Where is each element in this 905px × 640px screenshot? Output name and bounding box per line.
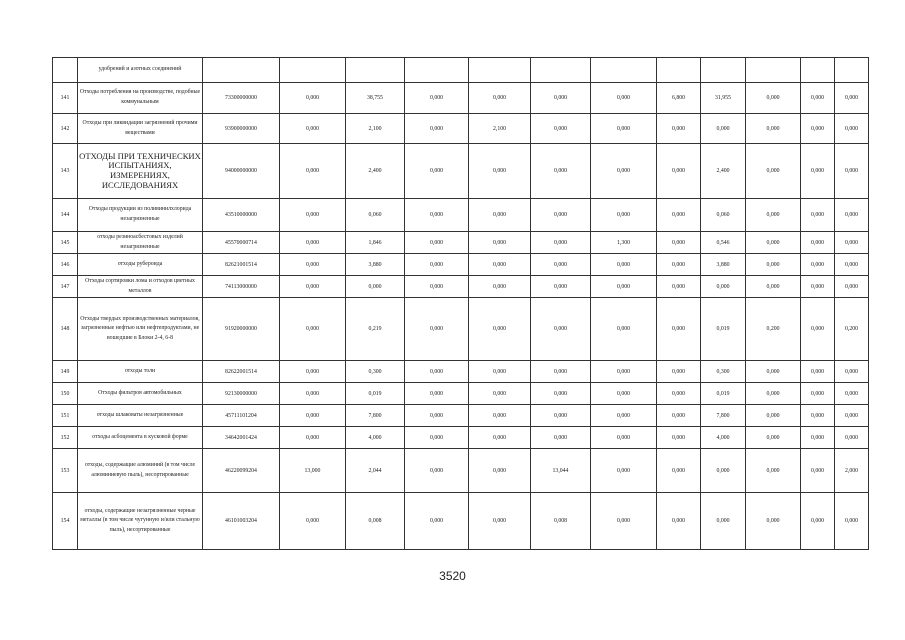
value-cell: 0,000 <box>657 144 701 199</box>
value-cell: 2,100 <box>346 114 405 144</box>
value-cell: 0,000 <box>746 83 801 114</box>
table-row <box>53 276 869 298</box>
value-cell: 0,000 <box>405 254 469 276</box>
value-cell: 0,000 <box>531 427 591 449</box>
value-cell: 31,955 <box>701 83 746 114</box>
value-cell: 0,000 <box>801 427 835 449</box>
value-cell: 0,000 <box>801 114 835 144</box>
value-cell: 2,000 <box>835 449 869 493</box>
value-cell: 0,000 <box>746 493 801 550</box>
value-cell: 0,000 <box>280 276 346 298</box>
value-cell: 13,044 <box>531 449 591 493</box>
value-cell: 0,000 <box>835 144 869 199</box>
value-cell: 0,546 <box>701 232 746 254</box>
value-cell: 0,008 <box>346 493 405 550</box>
value-cell: 0,000 <box>405 298 469 361</box>
value-cell: 0,000 <box>280 405 346 427</box>
value-cell: 0,000 <box>657 449 701 493</box>
value-cell: 0,000 <box>531 232 591 254</box>
value-cell: 0,019 <box>346 383 405 405</box>
value-cell: 0,000 <box>835 83 869 114</box>
row-number-cell: 143 <box>53 144 78 199</box>
value-cell: 0,000 <box>657 427 701 449</box>
waste-table <box>52 57 869 550</box>
value-cell: 0,000 <box>531 276 591 298</box>
value-cell: 0,000 <box>591 114 657 144</box>
value-cell: 0,000 <box>801 405 835 427</box>
value-cell: 0,000 <box>835 383 869 405</box>
row-number-cell: 153 <box>53 449 78 493</box>
value-cell: 0,000 <box>801 383 835 405</box>
value-cell: 0,000 <box>405 493 469 550</box>
value-cell: 0,000 <box>801 144 835 199</box>
value-cell: 0,000 <box>591 427 657 449</box>
row-number-cell <box>53 58 78 83</box>
value-cell: 0,000 <box>280 114 346 144</box>
row-number-cell: 149 <box>53 361 78 383</box>
value-cell: 0,000 <box>801 361 835 383</box>
value-cell: 0,000 <box>469 405 531 427</box>
table-row <box>53 254 869 276</box>
table-body <box>53 58 869 550</box>
waste-code-cell: 94000000000 <box>203 144 280 199</box>
value-cell: 0,000 <box>469 254 531 276</box>
value-cell: 0,000 <box>746 405 801 427</box>
value-cell: 4,000 <box>346 427 405 449</box>
waste-name-cell: отходы толи <box>78 361 203 383</box>
value-cell: 0,000 <box>835 361 869 383</box>
value-cell: 2,400 <box>346 144 405 199</box>
value-cell: 0,008 <box>531 493 591 550</box>
value-cell: 0,000 <box>746 232 801 254</box>
waste-code-cell: 74113000000 <box>203 276 280 298</box>
table-row <box>53 114 869 144</box>
value-cell: 0,000 <box>531 144 591 199</box>
waste-code-cell: 46101003204 <box>203 493 280 550</box>
value-cell: 0,000 <box>280 493 346 550</box>
value-cell: 7,800 <box>701 405 746 427</box>
waste-name-cell: Отходы твердых производственных материалов, загрязненные нефтью или нефтепродуктами, не вошедшие в Блоки 2-4, 6-8 <box>78 298 203 361</box>
table-row <box>53 199 869 232</box>
value-cell: 0,000 <box>657 493 701 550</box>
value-cell: 0,000 <box>591 361 657 383</box>
value-cell: 0,000 <box>346 276 405 298</box>
value-cell: 0,000 <box>701 449 746 493</box>
value-cell: 0,000 <box>591 199 657 232</box>
table-row <box>53 449 869 493</box>
value-cell: 0,000 <box>701 276 746 298</box>
value-cell: 0,000 <box>405 83 469 114</box>
waste-code-cell: 92130000000 <box>203 383 280 405</box>
waste-name-cell: Отходы при ликвидации загрязнений прочими веществами <box>78 114 203 144</box>
waste-code-cell: 45570000714 <box>203 232 280 254</box>
value-cell: 0,000 <box>746 276 801 298</box>
table-row <box>53 383 869 405</box>
value-cell: 0,000 <box>469 298 531 361</box>
value-cell: 0,000 <box>405 144 469 199</box>
table-row <box>53 427 869 449</box>
value-cell: 0,000 <box>280 361 346 383</box>
table-row <box>53 232 869 254</box>
value-cell: 0,000 <box>657 276 701 298</box>
row-number-cell: 154 <box>53 493 78 550</box>
value-cell: 0,000 <box>801 276 835 298</box>
value-cell: 0,000 <box>531 361 591 383</box>
waste-name-cell: отходы резиноасбестовых изделий незагрязненные <box>78 232 203 254</box>
value-cell: 0,000 <box>591 449 657 493</box>
value-cell: 6,800 <box>657 83 701 114</box>
value-cell: 0,000 <box>657 383 701 405</box>
value-cell: 0,200 <box>746 298 801 361</box>
row-number-cell: 146 <box>53 254 78 276</box>
row-number-cell: 144 <box>53 199 78 232</box>
waste-name-cell: отходы, содержащие незагрязненные черные металлы (в том числе чугунную и/или стальную пыль), несортированные <box>78 493 203 550</box>
value-cell: 0,300 <box>346 361 405 383</box>
value-cell: 0,000 <box>469 427 531 449</box>
value-cell: 0,000 <box>746 114 801 144</box>
value-cell: 13,000 <box>280 449 346 493</box>
value-cell: 0,000 <box>835 199 869 232</box>
waste-name-cell: отходы асбоцемента в кусковой форме <box>78 427 203 449</box>
value-cell: 0,000 <box>469 232 531 254</box>
value-cell: 0,000 <box>657 199 701 232</box>
value-cell: 0,000 <box>405 383 469 405</box>
value-cell: 0,019 <box>701 298 746 361</box>
waste-code-cell: 34642001424 <box>203 427 280 449</box>
value-cell: 0,000 <box>469 361 531 383</box>
table-row <box>53 493 869 550</box>
page-number: 3520 <box>439 569 466 583</box>
value-cell: 0,000 <box>801 449 835 493</box>
value-cell: 0,000 <box>591 276 657 298</box>
value-cell: 0,000 <box>531 114 591 144</box>
value-cell: 0,000 <box>280 427 346 449</box>
value-cell: 7,800 <box>346 405 405 427</box>
waste-name-cell: удобрений и азотных соединений <box>78 58 203 83</box>
waste-code-cell: 93900000000 <box>203 114 280 144</box>
value-cell: 0,000 <box>835 427 869 449</box>
value-cell: 1,846 <box>346 232 405 254</box>
value-cell: 0,000 <box>746 427 801 449</box>
value-cell: 0,000 <box>591 298 657 361</box>
waste-code-cell: 73300000000 <box>203 83 280 114</box>
row-number-cell: 151 <box>53 405 78 427</box>
value-cell: 0,000 <box>657 232 701 254</box>
value-cell: 0,000 <box>405 199 469 232</box>
table-row <box>53 298 869 361</box>
value-cell: 0,000 <box>591 83 657 114</box>
value-cell: 0,000 <box>469 383 531 405</box>
value-cell: 0,000 <box>801 254 835 276</box>
value-cell: 0,000 <box>701 493 746 550</box>
value-cell: 0,300 <box>701 361 746 383</box>
value-cell: 0,060 <box>346 199 405 232</box>
value-cell: 0,000 <box>657 405 701 427</box>
value-cell: 0,000 <box>469 144 531 199</box>
waste-code-cell: 82621001514 <box>203 254 280 276</box>
value-cell: 0,060 <box>701 199 746 232</box>
row-number-cell: 152 <box>53 427 78 449</box>
value-cell: 0,000 <box>405 427 469 449</box>
value-cell: 0,000 <box>405 405 469 427</box>
value-cell: 0,000 <box>531 383 591 405</box>
row-number-cell: 150 <box>53 383 78 405</box>
table-row <box>53 83 869 114</box>
row-number-cell: 147 <box>53 276 78 298</box>
value-cell: 0,000 <box>280 383 346 405</box>
row-number-cell: 141 <box>53 83 78 114</box>
value-cell: 0,000 <box>469 199 531 232</box>
waste-name-cell: Отходы фильтров автомобильных <box>78 383 203 405</box>
value-cell: 0,000 <box>801 83 835 114</box>
value-cell: 0,000 <box>531 298 591 361</box>
value-cell: 0,000 <box>531 254 591 276</box>
waste-name-cell: отходы рубероида <box>78 254 203 276</box>
waste-name-cell: Отходы сортировки лома и отходов цветных металлов <box>78 276 203 298</box>
value-cell: 0,000 <box>801 232 835 254</box>
value-cell: 0,000 <box>835 114 869 144</box>
value-cell: 0,000 <box>405 361 469 383</box>
table-row-fragment <box>53 58 869 83</box>
value-cell: 0,000 <box>591 144 657 199</box>
value-cell: 0,000 <box>801 199 835 232</box>
value-cell: 2,100 <box>469 114 531 144</box>
value-cell: 0,219 <box>346 298 405 361</box>
waste-code-cell: 91920000000 <box>203 298 280 361</box>
waste-code-cell: 46220099204 <box>203 449 280 493</box>
value-cell: 0,000 <box>801 298 835 361</box>
value-cell: 0,000 <box>405 114 469 144</box>
value-cell: 0,000 <box>280 199 346 232</box>
value-cell: 38,755 <box>346 83 405 114</box>
waste-name-cell: Отходы потребления на производстве, подобные коммунальным <box>78 83 203 114</box>
value-cell: 0,000 <box>701 114 746 144</box>
value-cell: 0,000 <box>469 449 531 493</box>
value-cell: 0,000 <box>280 144 346 199</box>
value-cell: 0,000 <box>405 276 469 298</box>
table-row <box>53 405 869 427</box>
value-cell: 0,000 <box>746 383 801 405</box>
value-cell: 4,000 <box>701 427 746 449</box>
value-cell: 0,000 <box>280 254 346 276</box>
value-cell: 0,000 <box>531 83 591 114</box>
value-cell: 0,000 <box>835 493 869 550</box>
value-cell: 0,000 <box>405 232 469 254</box>
table-row <box>53 361 869 383</box>
value-cell: 0,000 <box>746 254 801 276</box>
value-cell: 2,400 <box>701 144 746 199</box>
value-cell: 0,000 <box>405 449 469 493</box>
value-cell: 0,000 <box>746 144 801 199</box>
value-cell: 0,000 <box>835 276 869 298</box>
value-cell: 0,000 <box>746 449 801 493</box>
value-cell: 1,300 <box>591 232 657 254</box>
value-cell: 0,019 <box>701 383 746 405</box>
value-cell: 0,000 <box>280 298 346 361</box>
waste-name-cell: отходы шлаковаты незагрязненные <box>78 405 203 427</box>
value-cell: 0,000 <box>801 493 835 550</box>
row-number-cell: 142 <box>53 114 78 144</box>
value-cell: 2,044 <box>346 449 405 493</box>
value-cell: 0,000 <box>280 83 346 114</box>
value-cell: 0,000 <box>657 254 701 276</box>
value-cell: 0,000 <box>280 232 346 254</box>
row-number-cell: 148 <box>53 298 78 361</box>
value-cell: 0,000 <box>469 276 531 298</box>
value-cell: 0,200 <box>835 298 869 361</box>
value-cell: 3,880 <box>346 254 405 276</box>
value-cell: 0,000 <box>835 405 869 427</box>
value-cell: 0,000 <box>657 114 701 144</box>
waste-name-cell: Отходы продукции из поливинилхлорида незагрязненные <box>78 199 203 232</box>
waste-code-cell: 45711101204 <box>203 405 280 427</box>
value-cell: 0,000 <box>746 361 801 383</box>
value-cell: 0,000 <box>591 383 657 405</box>
waste-code-cell: 43510000000 <box>203 199 280 232</box>
value-cell: 0,000 <box>591 254 657 276</box>
row-number-cell: 145 <box>53 232 78 254</box>
value-cell: 0,000 <box>531 405 591 427</box>
value-cell: 0,000 <box>469 493 531 550</box>
value-cell: 0,000 <box>469 83 531 114</box>
waste-code-cell: 82622001514 <box>203 361 280 383</box>
table-row <box>53 144 869 199</box>
value-cell: 0,000 <box>657 298 701 361</box>
value-cell: 3,880 <box>701 254 746 276</box>
value-cell: 0,000 <box>591 493 657 550</box>
value-cell: 0,000 <box>746 199 801 232</box>
value-cell: 0,000 <box>835 232 869 254</box>
waste-name-cell: ОТХОДЫ ПРИ ТЕХНИЧЕСКИХ ИСПЫТАНИЯХ, ИЗМЕРЕНИЯХ, ИССЛЕДОВАНИЯХ <box>78 144 203 199</box>
value-cell: 0,000 <box>835 254 869 276</box>
value-cell: 0,000 <box>591 405 657 427</box>
value-cell: 0,000 <box>657 361 701 383</box>
value-cell: 0,000 <box>531 199 591 232</box>
waste-name-cell: отходы, содержащие алюминий (в том числе алюминиевую пыль), несортированные <box>78 449 203 493</box>
